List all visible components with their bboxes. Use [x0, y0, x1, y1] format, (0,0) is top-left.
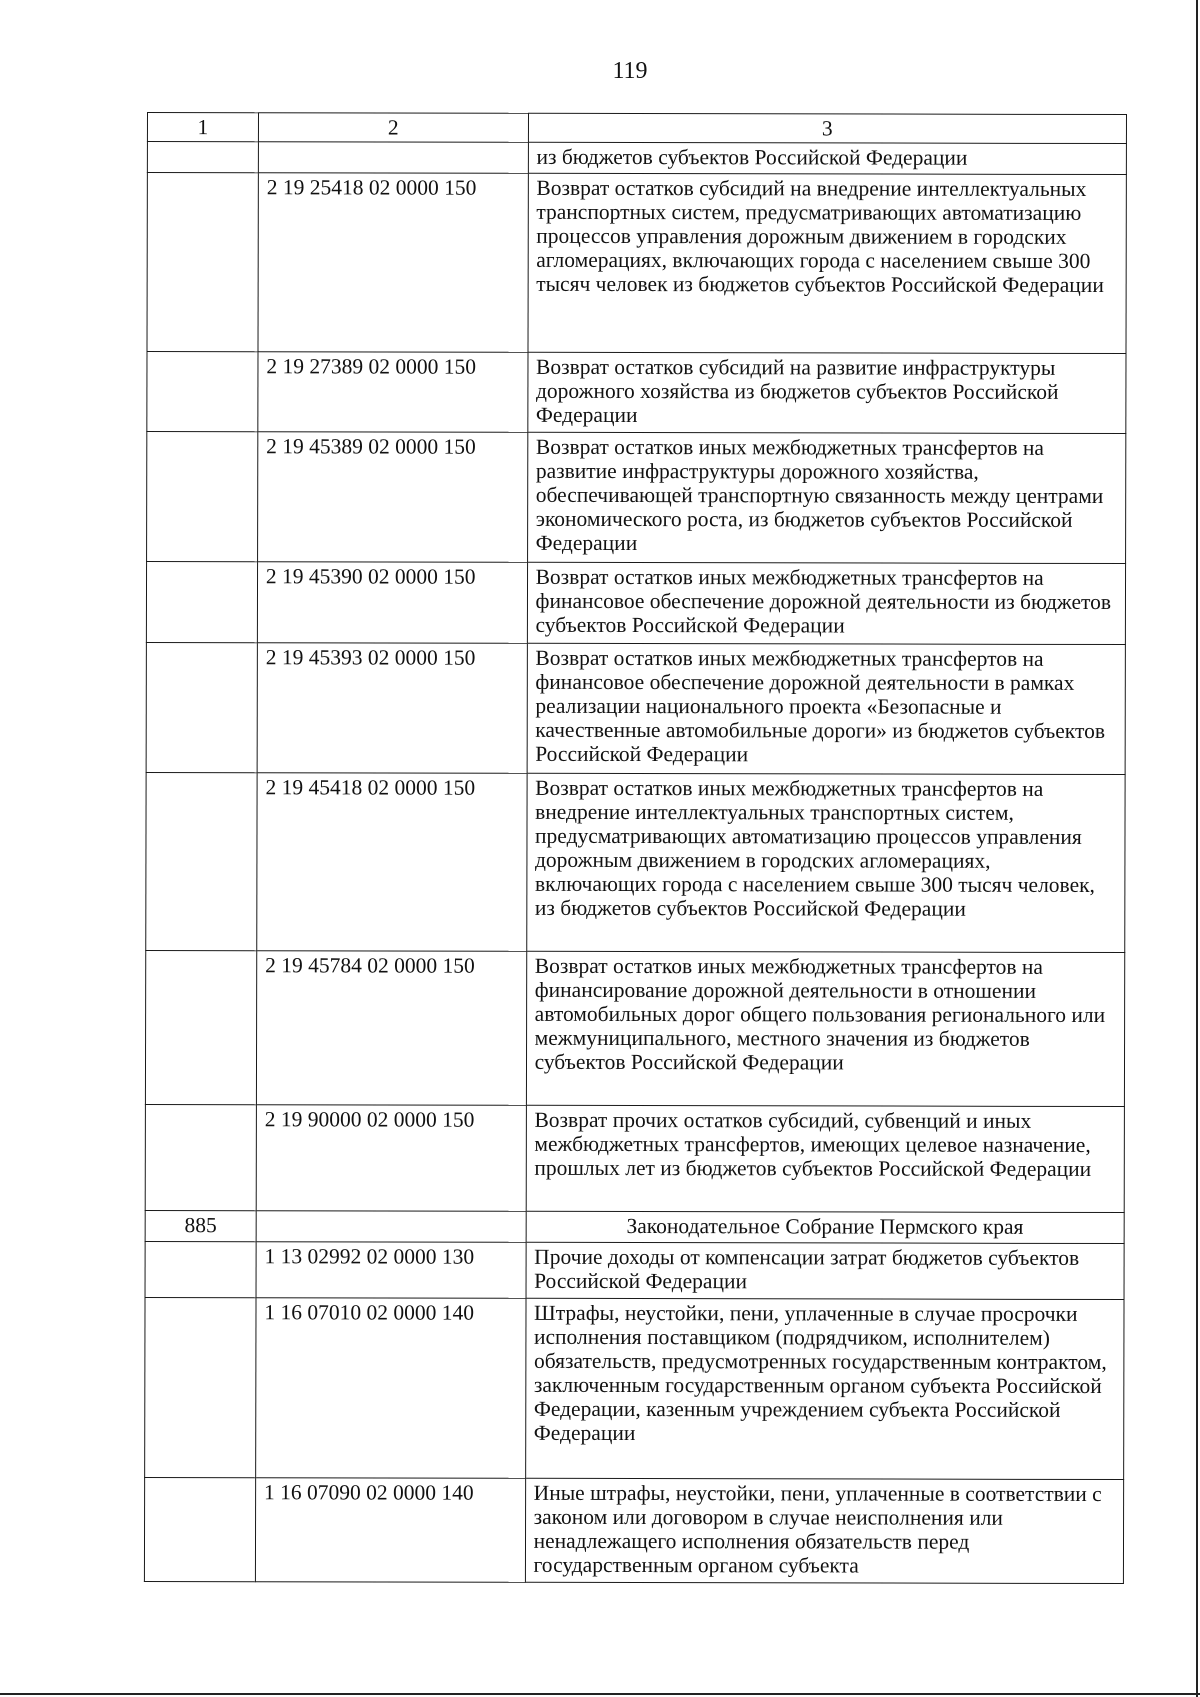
table-row: [146, 772, 1125, 952]
table-row: [147, 173, 1126, 354]
table-row: [147, 432, 1126, 564]
revenue-code-cell: 2 19 45418 02 0000 150: [257, 773, 527, 952]
admin-code-cell: [146, 642, 257, 772]
admin-code-cell: [147, 432, 258, 562]
table-row: [145, 1241, 1124, 1299]
description-cell: Штрафы, неустойки, пени, уплаченные в случае просрочки исполнения поставщиком (подрядчиком, исполнителем) обязательств, предусмотренных государственным контрактом, заключенным государственным органом субъекта Российской Федерации, казенным учреждением субъекта Российской Федерации: [525, 1298, 1124, 1479]
admin-code-cell: [146, 772, 257, 950]
revenue-code-cell: [258, 142, 528, 174]
revenue-code-cell: 2 19 45784 02 0000 150: [256, 951, 526, 1106]
revenue-code-cell: 2 19 25418 02 0000 150: [258, 173, 528, 353]
description-cell: Возврат остатков иных межбюджетных трансфертов на развитие инфраструктуры дорожного хозяйства, обеспечивающей транспортную связанность между центрами экономического роста, из бюджетов субъектов Российской Федерации: [527, 432, 1126, 563]
revenue-code-cell: 1 13 02992 02 0000 130: [256, 1242, 526, 1299]
page-edge-right: [1196, 0, 1198, 1697]
admin-code-cell: [147, 142, 258, 173]
column-header-3: 3: [528, 113, 1126, 143]
budget-codes-table: [144, 112, 1127, 1584]
admin-code-cell: 885: [145, 1210, 256, 1241]
description-cell: Возврат остатков субсидий на внедрение интеллектуальных транспортных систем, предусматривающих автоматизацию процессов управления дорожным движением в городских агломерациях, включающих города с населением свыше 300 тысяч человек из бюджетов субъектов Российской Федерации: [528, 173, 1127, 353]
description-cell: из бюджетов субъектов Российской Федерации: [528, 142, 1126, 174]
description-cell: Возврат остатков иных межбюджетных трансфертов на финансовое обеспечение дорожной деятельности из бюджетов субъектов Российской Федерации: [527, 562, 1126, 644]
column-header-1: 1: [147, 113, 258, 142]
description-cell: Возврат остатков субсидий на развитие инфраструктуры дорожного хозяйства из бюджетов субъектов Российской Федерации: [527, 352, 1126, 433]
table-row: [145, 950, 1124, 1106]
table-header-row: [147, 113, 1126, 144]
admin-code-cell: [145, 1241, 256, 1297]
column-header-2: 2: [258, 113, 528, 143]
admin-code-cell: [146, 562, 257, 643]
table-row: [145, 1104, 1124, 1212]
table-row: [144, 1477, 1123, 1583]
admin-code-cell: [147, 352, 258, 432]
revenue-code-cell: 2 19 45390 02 0000 150: [257, 562, 527, 644]
revenue-code-cell: [256, 1211, 526, 1243]
description-cell: Возврат остатков иных межбюджетных трансфертов на финансирование дорожной деятельности в отношении автомобильных дорог общего пользования регионального или межмуниципального, местного значения из бюджетов субъектов Российской Федерации: [526, 951, 1125, 1106]
administrator-name-cell: Законодательное Собрание Пермского края: [526, 1211, 1124, 1243]
admin-code-cell: [145, 1104, 256, 1210]
revenue-code-cell: 2 19 45393 02 0000 150: [257, 643, 527, 774]
revenue-code-cell: 1 16 07090 02 0000 140: [255, 1478, 525, 1583]
table-row: [145, 1297, 1124, 1479]
description-cell: Возврат прочих остатков субсидий, субвенций и иных межбюджетных трансфертов, имеющих целевое назначение, прошлых лет из бюджетов субъектов Российской Федерации: [526, 1105, 1125, 1212]
description-cell: Возврат остатков иных межбюджетных трансфертов на внедрение интеллектуальных транспортных систем, предусматривающих автоматизацию процессов управления дорожным движением в городских агломерациях, включающих города с населением свыше 300 тысяч человек, из бюджетов субъектов Российской Федерации: [526, 773, 1125, 952]
table-row: [146, 562, 1125, 645]
table-row: [147, 352, 1126, 434]
description-cell: Возврат остатков иных межбюджетных трансфертов на финансовое обеспечение дорожной деятельности в рамках реализации национального проекта «Безопасные и качественные автомобильные дороги» из бюджетов субъектов Российской Федерации: [527, 643, 1126, 774]
admin-code-cell: [144, 1477, 255, 1581]
revenue-code-cell: 2 19 90000 02 0000 150: [256, 1105, 526, 1212]
revenue-code-cell: 1 16 07010 02 0000 140: [256, 1298, 526, 1479]
description-cell: Прочие доходы от компенсации затрат бюджетов субъектов Российской Федерации: [526, 1242, 1125, 1299]
page-edge-bottom: [0, 1693, 1200, 1695]
revenue-code-cell: 2 19 45389 02 0000 150: [257, 432, 527, 563]
admin-code-cell: [145, 950, 256, 1104]
page-number: 119: [612, 58, 648, 84]
admin-code-cell: [145, 1297, 256, 1477]
table-row-section: [145, 1210, 1124, 1243]
table-row: [146, 642, 1125, 774]
revenue-code-cell: 2 19 27389 02 0000 150: [258, 352, 528, 433]
admin-code-cell: [147, 173, 258, 352]
table-row: [147, 142, 1126, 175]
description-cell: Иные штрафы, неустойки, пени, уплаченные в соответствии с законом или договором в случае неисполнения или ненадлежащего исполнения обязательств перед государственным органом субъекта: [525, 1478, 1124, 1583]
